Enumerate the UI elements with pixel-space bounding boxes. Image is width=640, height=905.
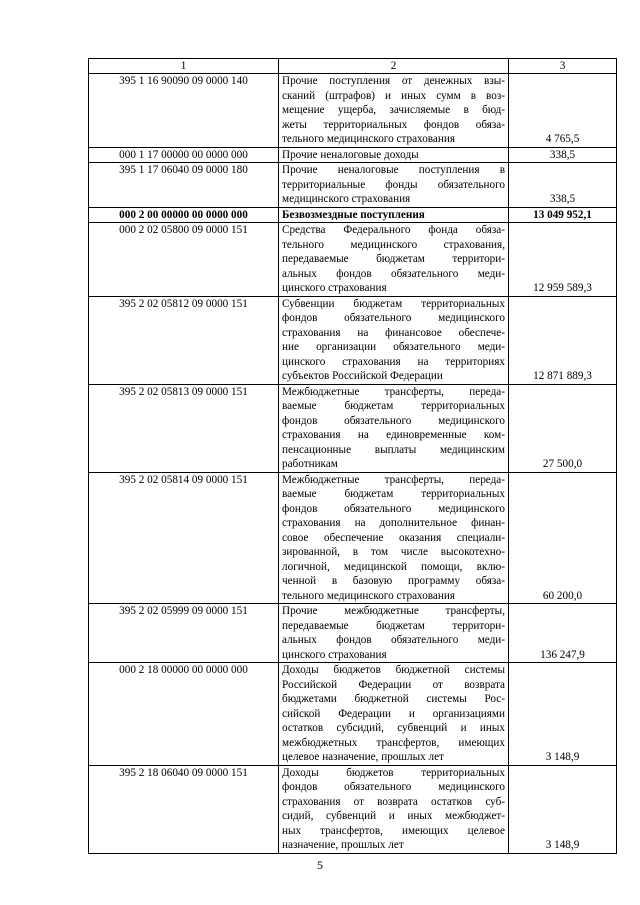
revenue-name-line: ваемые бюджетам территориальных	[282, 400, 505, 412]
revenue-name	[279, 207, 509, 223]
amount-value: 27 500,0	[509, 384, 617, 472]
revenue-name-line: остатков субсидий, субвенций и иных	[282, 722, 505, 734]
table-row	[89, 147, 617, 163]
revenue-name-line: Прочие поступления от денежных взы-	[282, 75, 505, 87]
table-row	[89, 472, 617, 604]
revenue-name-line: зированной, в том числе высокотехно-	[282, 546, 505, 558]
revenue-name-line: целевое назначение, прошлых лет	[282, 751, 444, 763]
revenue-name-line: медицинского страхования	[282, 193, 411, 205]
revenue-name-line: альных фондов обязательного меди-	[282, 634, 505, 646]
revenue-name	[279, 604, 509, 663]
amount-value: 338,5	[509, 147, 617, 163]
revenue-name-line: работникам	[282, 458, 338, 470]
revenue-name	[279, 74, 509, 148]
revenue-name-line: ваемые бюджетам территориальных	[282, 488, 505, 500]
budget-code: 000 2 00 00000 00 0000 000	[89, 207, 279, 223]
revenue-name-line: передаваемые бюджетам территори-	[282, 253, 505, 265]
revenue-name	[279, 147, 509, 163]
revenue-name-line: страхования на дополнительное финан-	[282, 517, 505, 529]
revenue-name-line: цинского страхования	[282, 282, 387, 294]
header-row	[89, 59, 617, 74]
revenue-name-line: фондов обязательного медицинского	[282, 414, 505, 427]
amount-value: 338,5	[509, 163, 617, 208]
revenue-name-line: межбюджетных трансфертов, имеющих	[282, 736, 505, 749]
revenue-name-line: мещение ущерба, зачисляемые в бюд-	[282, 104, 505, 116]
revenue-name-line: Субвенции бюджетам территориальных	[282, 297, 505, 310]
amount-value: 4 765,5	[509, 74, 617, 148]
revenue-name-line: Средства Федерального фонда обяза-	[282, 224, 505, 236]
revenue-name-line: назначение, прошлых лет	[282, 839, 404, 851]
revenue-name-line: пенсационные выплаты медицинским	[282, 443, 505, 456]
revenue-name-line: бюджетами бюджетной системы Рос-	[282, 693, 505, 705]
revenue-name-line: Межбюджетные трансферты, переда-	[282, 473, 505, 486]
revenue-name-line: Доходы бюджетов территориальных	[282, 766, 505, 779]
revenue-name-line: Межбюджетные трансферты, переда-	[282, 385, 505, 398]
revenue-name-line: сийской Федерации и организациями	[282, 707, 505, 720]
amount-value: 60 200,0	[509, 472, 617, 604]
table-row	[89, 384, 617, 472]
revenue-name-line: цинского страхования на территориях	[282, 355, 505, 368]
revenue-name-line: страхования от возврата остатков суб-	[282, 795, 505, 808]
revenue-name-line: цинского страхования	[282, 648, 387, 661]
revenue-name	[279, 663, 509, 766]
header-col-2: 2	[279, 59, 509, 74]
header-col-3: 3	[509, 59, 617, 74]
revenue-name-line: субъектов Российской Федерации	[282, 370, 443, 382]
amount-value: 13 049 952,1	[509, 207, 617, 223]
header-col-1: 1	[89, 59, 279, 74]
budget-code: 395 1 16 90090 09 0000 140	[89, 74, 279, 148]
revenue-name	[279, 384, 509, 472]
revenue-name	[279, 163, 509, 208]
revenue-name	[279, 765, 509, 853]
revenue-name-line: Безвозмездные поступления	[282, 208, 425, 221]
amount-value: 136 247,9	[509, 604, 617, 663]
budget-code: 000 1 17 00000 00 0000 000	[89, 147, 279, 163]
revenue-name-line: альных фондов обязательного меди-	[282, 267, 505, 280]
revenue-name-line: ние организации обязательного меди-	[282, 341, 505, 353]
budget-code: 000 2 18 00000 00 0000 000	[89, 663, 279, 766]
revenue-name-line: тельного медицинского страхования	[282, 589, 456, 602]
revenue-name-line: страхования на финансовое обеспече-	[282, 326, 505, 339]
amount-value: 12 959 589,3	[509, 223, 617, 297]
revenue-name-line: ченной в базовую программу обяза-	[282, 575, 505, 587]
revenue-name-line: жеты территориальных фондов обяза-	[282, 118, 505, 131]
revenue-name-line: передаваемые бюджетам территори-	[282, 619, 505, 632]
table-row	[89, 74, 617, 148]
budget-code: 395 2 02 05814 09 0000 151	[89, 472, 279, 604]
budget-code: 395 2 02 05812 09 0000 151	[89, 296, 279, 384]
revenue-name-line: сидий, субвенций и иных межбюджет-	[282, 810, 505, 822]
table-row	[89, 163, 617, 208]
revenue-name-line: фондов обязательного медицинского	[282, 502, 505, 515]
table-row	[89, 765, 617, 853]
revenue-name-line: тельного медицинского страхования,	[282, 238, 505, 251]
revenue-name-line: ных трансфертов, имеющих целевое	[282, 824, 505, 837]
revenue-table	[88, 58, 617, 854]
table-row	[89, 663, 617, 766]
table-row	[89, 604, 617, 663]
table-row	[89, 296, 617, 384]
budget-code: 000 2 02 05800 09 0000 151	[89, 223, 279, 297]
revenue-name-line: сканий (штрафов) и иных сумм в воз-	[282, 89, 505, 102]
revenue-name-line: Прочие межбюджетные трансферты,	[282, 605, 505, 617]
revenue-name-line: Российской Федерации от возврата	[282, 678, 505, 691]
revenue-name-line: логичной, медицинской помощи, вклю-	[282, 560, 505, 573]
revenue-name-line: совое обеспечение оказания специали-	[282, 531, 505, 544]
revenue-name	[279, 223, 509, 297]
revenue-name-line: страхования на единовременные ком-	[282, 429, 505, 441]
budget-code: 395 2 02 05999 09 0000 151	[89, 604, 279, 663]
budget-code: 395 1 17 06040 09 0000 180	[89, 163, 279, 208]
revenue-name-line: Доходы бюджетов бюджетной системы	[282, 664, 505, 676]
table-row	[89, 207, 617, 223]
revenue-name-line: тельного медицинского страхования	[282, 133, 456, 145]
budget-code: 395 2 02 05813 09 0000 151	[89, 384, 279, 472]
amount-value: 12 871 889,3	[509, 296, 617, 384]
budget-code: 395 2 18 06040 09 0000 151	[89, 765, 279, 853]
table-body	[89, 74, 617, 854]
revenue-name-line: Прочие неналоговые доходы	[282, 148, 419, 161]
revenue-name-line: фондов обязательного медицинского	[282, 781, 505, 793]
amount-value: 3 148,9	[509, 663, 617, 766]
table-row	[89, 223, 617, 297]
revenue-name-line: территориальные фонды обязательного	[282, 178, 505, 191]
revenue-name	[279, 472, 509, 604]
page-number: 5	[317, 858, 323, 872]
revenue-name-line: фондов обязательного медицинского	[282, 312, 505, 324]
revenue-name-line: Прочие неналоговые поступления в	[282, 164, 505, 176]
revenue-name	[279, 296, 509, 384]
amount-value: 3 148,9	[509, 765, 617, 853]
